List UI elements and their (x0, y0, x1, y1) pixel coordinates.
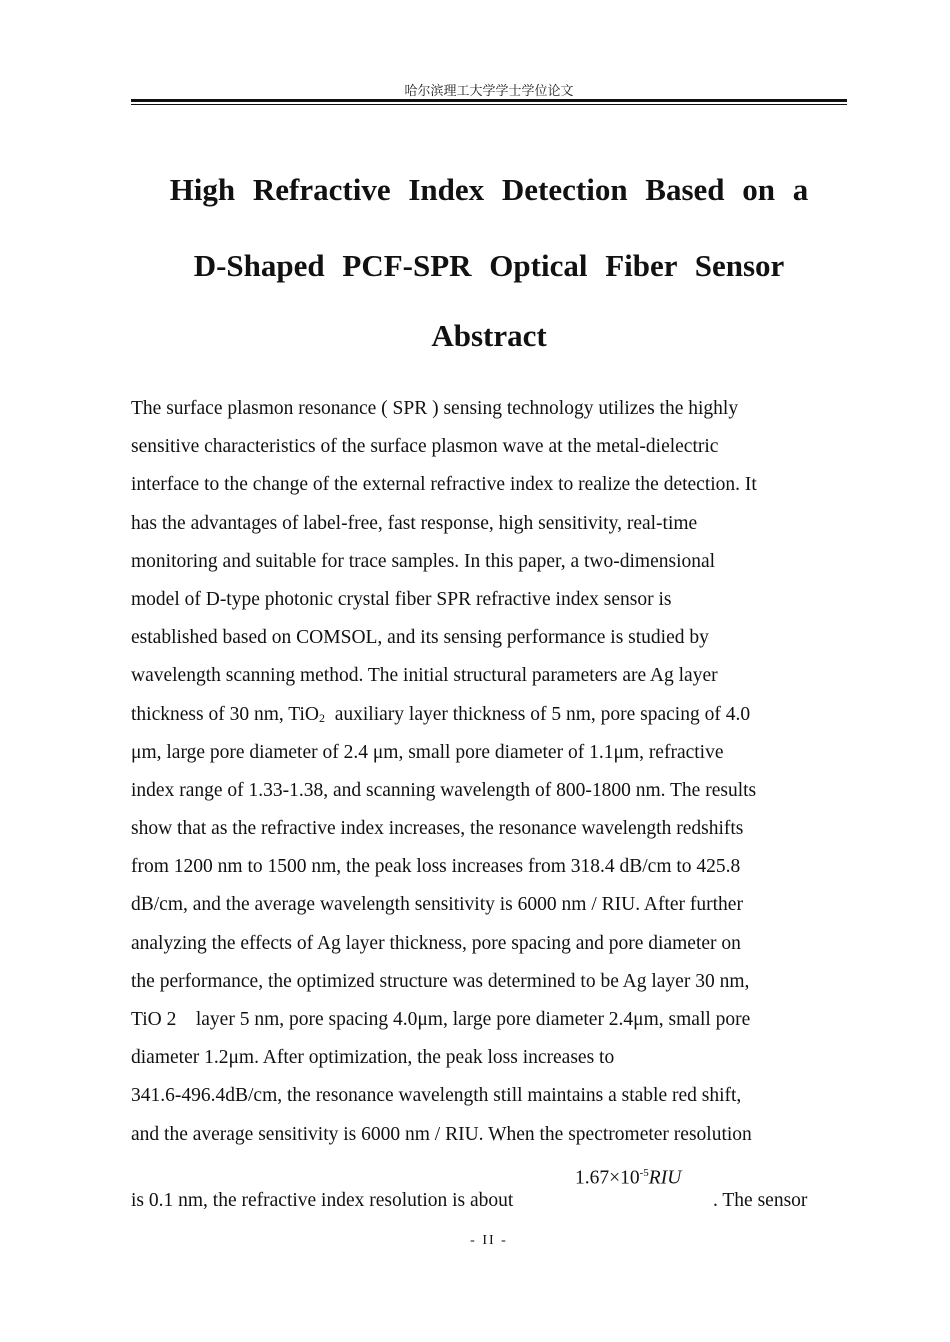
abstract-line: dB/cm, and the average wavelength sensitivity is 6000 nm / RIU. After further (131, 894, 743, 916)
formula-unit: RIU (648, 1167, 682, 1189)
title-line-1: High Refractive Index Detection Based on a (169, 172, 809, 207)
header-rule-thin (131, 104, 847, 105)
abstract-heading: Abstract (431, 318, 547, 353)
abstract-body (131, 390, 847, 1216)
abstract-line: TiO 2 layer 5 nm, pore spacing 4.0μm, large pore diameter 2.4μm, small pore (131, 1009, 751, 1030)
tio2-text-after: auxiliary layer thickness of 5 nm, pore spacing of 4.0 (324, 703, 751, 725)
formula-times: ×10 (609, 1167, 640, 1189)
page-number: - II - (470, 1233, 508, 1248)
abstract-line: the performance, the optimized structure was determined to be Ag layer 30 nm, (131, 970, 750, 992)
abstract-line: wavelength scanning method. The initial structural parameters are Ag layer (131, 665, 718, 687)
abstract-line-tio2 (131, 696, 847, 734)
abstract-line: show that as the refractive index increases, the resonance wavelength redshifts (131, 818, 744, 840)
abstract-line: and the average sensitivity is 6000 nm / RIU. When the spectrometer resolution (131, 1123, 752, 1145)
abstract-line: interface to the change of the external refractive index to realize the detection. It (131, 474, 757, 496)
tio2-subscript: 2 (318, 710, 325, 725)
abstract-line: The surface plasmon resonance ( SPR ) sensing technology utilizes the highly (131, 398, 739, 419)
resolution-formula (575, 1154, 681, 1198)
abstract-line: from 1200 nm to 1500 nm, the peak loss increases from 318.4 dB/cm to 425.8 (131, 856, 741, 878)
formula-mantissa: 1.67 (575, 1167, 610, 1189)
tio2-text-before: thickness of 30 nm, TiO (131, 703, 319, 725)
abstract-line: sensitive characteristics of the surface plasmon wave at the metal-dielectric (131, 436, 719, 458)
thesis-title (131, 152, 847, 304)
abstract-line: diameter 1.2μm. After optimization, the peak loss increases to (131, 1047, 615, 1069)
title-line-2: D-Shaped PCF-SPR Optical Fiber Sensor (193, 248, 785, 283)
abstract-line: model of D-type photonic crystal fiber SPR refractive index sensor is (131, 588, 672, 610)
abstract-line: analyzing the effects of Ag layer thickness, pore spacing and pore diameter on (131, 932, 741, 954)
formula-text-after: . The sensor (713, 1189, 808, 1211)
formula-text-before: is 0.1 nm, the refractive index resolution is about (131, 1189, 514, 1211)
abstract-line: established based on COMSOL, and its sensing performance is studied by (131, 627, 709, 649)
running-header: 哈尔滨理工大学学士学位论文 (404, 84, 574, 99)
abstract-line: μm, large pore diameter of 2.4 μm, small pore diameter of 1.1μm, refractive (131, 741, 724, 763)
formula-exponent: -5 (639, 1166, 649, 1179)
abstract-line-formula (131, 1154, 847, 1216)
abstract-line: index range of 1.33-1.38, and scanning wavelength of 800-1800 nm. The results (131, 779, 757, 801)
abstract-line: monitoring and suitable for trace samples. In this paper, a two-dimensional (131, 550, 716, 572)
abstract-line: 341.6-496.4dB/cm, the resonance wavelength still maintains a stable red shift, (131, 1085, 742, 1107)
header-rule-thick (131, 99, 847, 102)
abstract-line: has the advantages of label-free, fast response, high sensitivity, real-time (131, 512, 698, 534)
